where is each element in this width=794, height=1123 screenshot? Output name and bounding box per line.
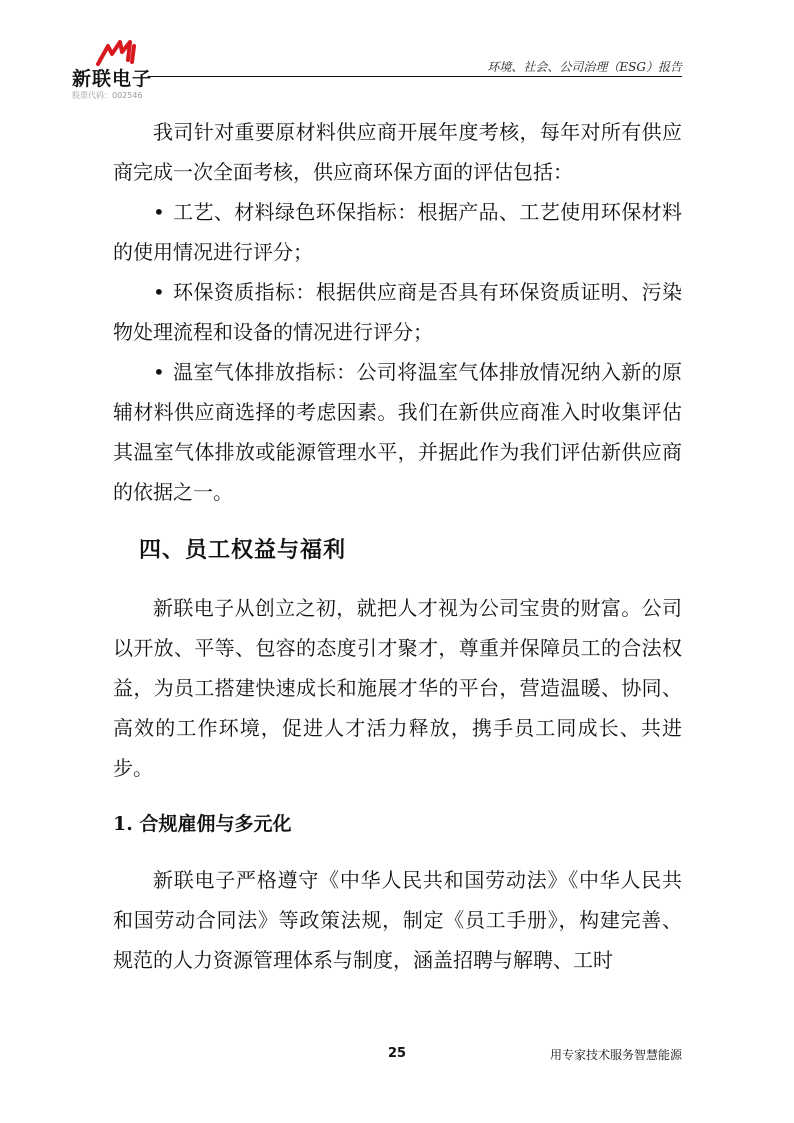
bullet-item bbox=[113, 192, 682, 272]
stock-code: 股票代码：002546 bbox=[72, 91, 143, 100]
paragraph-talent-intro: 新联电子从创立之初，就把人才视为公司宝贵的财富。公司以开放、平等、包容的态度引才聚才，尊重并保障员工的合法权益，为员工搭建快速成长和施展才华的平台，营造温暖、协同、高效的工作环境，促进人才活力释放，携手员工同成长、共进步。 bbox=[113, 596, 682, 780]
paragraph-compliance: 新联电子严格遵守《中华人民共和国劳动法》《中华人民共和国劳动合同法》等政策法规，制定《员工手册》，构建完善、规范的人力资源管理体系与制度，涵盖招聘与解聘、工时 bbox=[113, 868, 682, 972]
page-number: 25 bbox=[387, 1046, 407, 1061]
section-heading: 四、员工权益与福利 bbox=[139, 537, 347, 563]
report-title: 环境、社会、公司治理（ESG）报告 bbox=[487, 60, 682, 74]
bullet-text: 温室气体排放指标：公司将温室气体排放情况纳入新的原辅材料供应商选择的考虑因素。我们在新供应商准入时收集评估其温室气体排放或能源管理水平，并据此作为我们评估新供应商的依据之一。 bbox=[113, 360, 682, 504]
bullet-icon: • bbox=[153, 200, 165, 224]
subsection-heading: 1. 合规雇佣与多元化 bbox=[113, 813, 292, 835]
company-name: 新联电子 bbox=[72, 68, 153, 90]
bullet-icon: • bbox=[153, 360, 165, 384]
bullet-icon: • bbox=[153, 280, 165, 304]
bullet-item bbox=[113, 352, 682, 512]
bullet-item bbox=[113, 272, 682, 352]
bullet-text: 工艺、材料绿色环保指标：根据产品、工艺使用环保材料的使用情况进行评分； bbox=[113, 200, 682, 264]
paragraph-supplier-assessment: 我司针对重要原材料供应商开展年度考核，每年对所有供应商完成一次全面考核，供应商环保方面的评估包括： bbox=[113, 120, 682, 184]
header-divider bbox=[148, 76, 682, 77]
xinlian-logo-mark-icon bbox=[94, 40, 142, 66]
page-content bbox=[113, 112, 682, 980]
company-logo bbox=[72, 40, 162, 102]
bullet-text: 环保资质指标：根据供应商是否具有环保资质证明、污染物处理流程和设备的情况进行评分； bbox=[113, 280, 682, 344]
footer-slogan: 用专家技术服务智慧能源 bbox=[549, 1048, 682, 1062]
